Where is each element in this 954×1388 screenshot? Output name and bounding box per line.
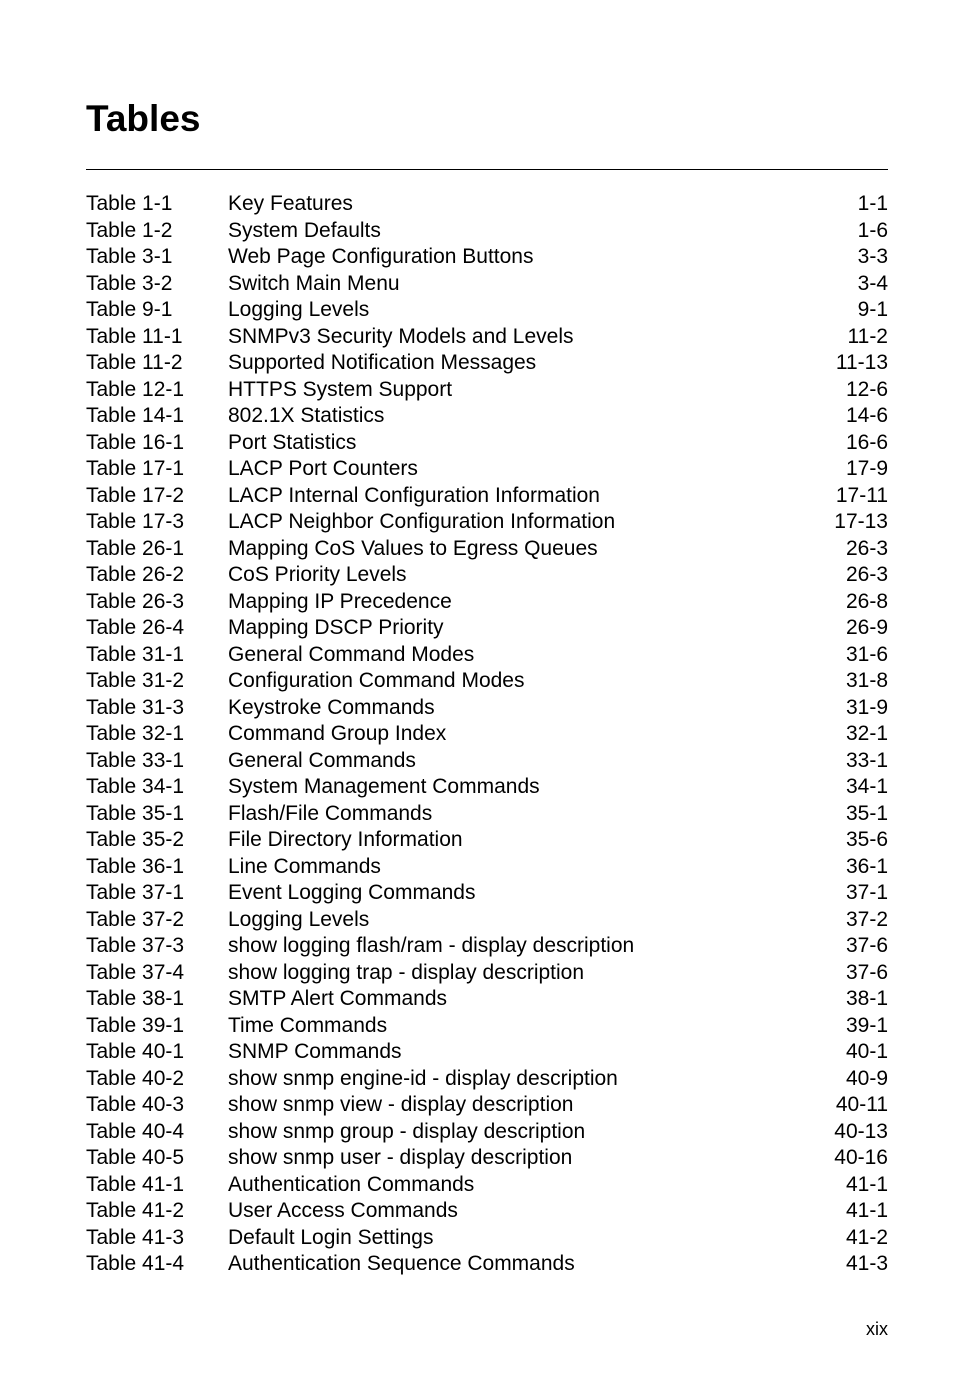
toc-entry-page: 37-6	[845, 960, 888, 984]
toc-entry[interactable]	[86, 933, 888, 960]
toc-entry-caption: 802.1X Statistics	[228, 404, 385, 427]
toc-entry-page: 26-3	[845, 536, 888, 560]
toc-entry-caption: User Access Commands	[228, 1199, 458, 1222]
toc-entry-number: Table 3-2	[86, 271, 173, 295]
toc-entry[interactable]	[86, 589, 888, 616]
toc-entry[interactable]	[86, 642, 888, 669]
toc-entry-caption: Keystroke Commands	[228, 695, 435, 719]
toc-entry-page: 36-1	[845, 854, 888, 878]
toc-entry-caption: Mapping IP Precedence	[228, 589, 452, 613]
toc-entry-caption: show snmp user - display description	[228, 1146, 573, 1169]
toc-entry-page: 31-6	[845, 642, 888, 666]
toc-entry-page: 1-1	[857, 192, 888, 215]
toc-entry[interactable]	[86, 1092, 888, 1119]
toc-entry-number: Table 31-1	[86, 642, 185, 666]
toc-entry-page: 40-13	[834, 1119, 888, 1143]
toc-entry-number: Table 9-1	[86, 298, 173, 321]
toc-entry-page: 33-1	[845, 748, 888, 772]
toc-entry[interactable]	[86, 324, 888, 351]
toc-entry-number: Table 40-2	[86, 1066, 185, 1090]
toc-entry-caption: Switch Main Menu	[228, 271, 400, 295]
toc-entry-number: Table 37-4	[86, 960, 185, 984]
toc-entry[interactable]	[86, 297, 888, 324]
toc-entry-page: 26-3	[845, 563, 888, 586]
toc-entry-page: 12-6	[845, 377, 888, 401]
toc-entry-page: 37-1	[845, 881, 888, 904]
toc-entry-page: 26-8	[845, 589, 888, 613]
toc-entry[interactable]	[86, 430, 888, 457]
toc-entry-caption: SNMPv3 Security Models and Levels	[228, 324, 574, 348]
toc-entry[interactable]	[86, 244, 888, 271]
toc-entry-caption: Flash/File Commands	[228, 801, 433, 825]
toc-entry-page: 40-11	[835, 1093, 888, 1116]
toc-entry-number: Table 1-2	[86, 218, 173, 242]
toc-entry-caption: Mapping DSCP Priority	[228, 616, 444, 639]
toc-entry-caption: LACP Internal Configuration Information	[228, 483, 600, 507]
toc-entry[interactable]	[86, 748, 888, 775]
toc-entry-number: Table 37-3	[86, 934, 185, 957]
toc-entry[interactable]	[86, 695, 888, 722]
toc-entry-caption: show logging trap - display description	[228, 960, 585, 984]
toc-entry-caption: Port Statistics	[228, 430, 357, 454]
toc-entry[interactable]	[86, 1225, 888, 1252]
toc-entry-page: 3-3	[857, 245, 888, 268]
toc-entry-caption: Supported Notification Messages	[228, 351, 537, 374]
toc-entry[interactable]	[86, 721, 888, 748]
toc-entry-caption: Web Page Configuration Buttons	[228, 245, 534, 268]
toc-entry-page: 31-8	[845, 669, 888, 692]
toc-entry-number: Table 31-3	[86, 695, 185, 719]
toc-entry-page: 35-1	[845, 801, 888, 825]
toc-entry[interactable]	[86, 1119, 888, 1146]
toc-entry[interactable]	[86, 827, 888, 854]
toc-entry-caption: show snmp group - display description	[228, 1119, 586, 1143]
toc-entry[interactable]	[86, 1039, 888, 1066]
toc-entry-page: 3-4	[857, 271, 888, 295]
toc-entry-number: Table 32-1	[86, 722, 185, 745]
toc-entry-number: Table 40-3	[86, 1093, 185, 1116]
toc-entry[interactable]	[86, 456, 888, 483]
toc-entry[interactable]	[86, 1145, 888, 1172]
toc-entry-page: 17-13	[834, 510, 888, 533]
toc-entry[interactable]	[86, 1172, 888, 1199]
toc-entry[interactable]	[86, 536, 888, 563]
toc-entry-number: Table 41-2	[86, 1199, 185, 1222]
toc-entry[interactable]	[86, 960, 888, 987]
toc-entry-caption: SMTP Alert Commands	[228, 987, 448, 1010]
toc-entry[interactable]	[86, 377, 888, 404]
table-of-tables-list	[86, 191, 888, 1278]
toc-entry-page: 41-1	[845, 1199, 888, 1222]
toc-entry-page: 17-9	[845, 457, 888, 480]
toc-entry-number: Table 40-4	[86, 1119, 185, 1143]
toc-entry-caption: Default Login Settings	[228, 1225, 434, 1249]
toc-entry-number: Table 14-1	[86, 404, 185, 427]
toc-entry-number: Table 35-2	[86, 828, 185, 851]
toc-entry-page: 9-1	[857, 298, 888, 321]
toc-entry[interactable]	[86, 854, 888, 881]
toc-entry-caption: System Management Commands	[228, 775, 540, 798]
toc-entry-caption: General Commands	[228, 748, 416, 772]
toc-entry-number: Table 12-1	[86, 377, 185, 401]
toc-entry-caption: Authentication Sequence Commands	[228, 1252, 575, 1275]
toc-entry-number: Table 17-2	[86, 483, 185, 507]
toc-entry-number: Table 38-1	[86, 987, 185, 1010]
toc-entry-caption: General Command Modes	[228, 642, 475, 666]
toc-entry-number: Table 11-1	[86, 324, 183, 348]
toc-entry-caption: show logging flash/ram - display description	[228, 934, 635, 957]
toc-entry-caption: CoS Priority Levels	[228, 563, 407, 586]
toc-entry-page: 34-1	[845, 775, 888, 798]
toc-entry-caption: show snmp view - display description	[228, 1093, 574, 1116]
toc-entry-caption: LACP Neighbor Configuration Information	[228, 510, 616, 533]
toc-entry-page: 26-9	[845, 616, 888, 639]
toc-entry[interactable]	[86, 668, 888, 695]
toc-entry-caption: Configuration Command Modes	[228, 669, 525, 692]
toc-entry-caption: LACP Port Counters	[228, 457, 418, 480]
toc-entry[interactable]	[86, 801, 888, 828]
toc-entry-number: Table 40-1	[86, 1040, 185, 1063]
toc-entry-number: Table 39-1	[86, 1013, 185, 1037]
toc-entry-page: 16-6	[845, 430, 888, 454]
toc-entry-caption: Command Group Index	[228, 722, 447, 745]
toc-entry-page: 38-1	[845, 987, 888, 1010]
toc-entry[interactable]	[86, 218, 888, 245]
toc-entry-page: 41-3	[845, 1252, 888, 1275]
toc-entry[interactable]	[86, 1013, 888, 1040]
toc-entry-number: Table 31-2	[86, 669, 185, 692]
toc-entry-page: 1-6	[857, 218, 888, 242]
toc-entry-number: Table 41-3	[86, 1225, 185, 1249]
toc-entry-caption: Logging Levels	[228, 298, 370, 321]
title-divider	[86, 169, 888, 170]
toc-entry-page: 17-11	[835, 483, 888, 507]
toc-entry[interactable]	[86, 483, 888, 510]
toc-entry-number: Table 35-1	[86, 801, 185, 825]
toc-entry-number: Table 40-5	[86, 1146, 185, 1169]
toc-entry-caption: SNMP Commands	[228, 1040, 402, 1063]
page-number: xix	[866, 1319, 888, 1339]
toc-entry[interactable]	[86, 1066, 888, 1093]
toc-entry-number: Table 26-1	[86, 536, 185, 560]
toc-entry-number: Table 26-3	[86, 589, 185, 613]
toc-entry-page: 32-1	[845, 722, 888, 745]
toc-entry[interactable]	[86, 562, 888, 589]
toc-entry-page: 39-1	[845, 1013, 888, 1037]
toc-entry[interactable]	[86, 880, 888, 907]
toc-entry[interactable]	[86, 774, 888, 801]
toc-entry[interactable]	[86, 1198, 888, 1225]
toc-entry-number: Table 17-3	[86, 510, 185, 533]
toc-entry-caption: show snmp engine-id - display description	[228, 1066, 618, 1090]
toc-entry-number: Table 36-1	[86, 854, 185, 878]
toc-entry-caption: Event Logging Commands	[228, 881, 476, 904]
toc-entry-caption: Line Commands	[228, 854, 381, 878]
toc-entry-page: 40-9	[845, 1066, 888, 1090]
toc-entry-page: 11-2	[847, 324, 888, 348]
toc-entry[interactable]	[86, 1251, 888, 1278]
toc-entry[interactable]	[86, 509, 888, 536]
toc-entry-page: 40-1	[845, 1040, 888, 1063]
toc-entry-page: 41-1	[845, 1172, 888, 1196]
toc-entry-page: 37-2	[845, 907, 888, 931]
toc-entry-page: 41-2	[845, 1225, 888, 1249]
toc-entry[interactable]	[86, 271, 888, 298]
toc-entry-caption: Mapping CoS Values to Egress Queues	[228, 536, 598, 560]
toc-entry-number: Table 37-2	[86, 907, 185, 931]
toc-entry[interactable]	[86, 986, 888, 1013]
toc-entry-number: Table 34-1	[86, 775, 185, 798]
toc-entry-caption: Time Commands	[228, 1013, 388, 1037]
toc-entry-page: 37-6	[845, 934, 888, 957]
toc-entry[interactable]	[86, 191, 888, 218]
toc-entry-page: 35-6	[845, 828, 888, 851]
toc-entry-number: Table 33-1	[86, 748, 185, 772]
toc-entry-number: Table 41-4	[86, 1252, 185, 1275]
toc-entry-caption: HTTPS System Support	[228, 377, 453, 401]
toc-entry-caption: System Defaults	[228, 218, 381, 242]
toc-entry-number: Table 41-1	[86, 1172, 185, 1196]
toc-entry[interactable]	[86, 350, 888, 377]
toc-entry-caption: Key Features	[228, 192, 353, 215]
toc-entry-number: Table 1-1	[86, 192, 173, 215]
toc-entry[interactable]	[86, 403, 888, 430]
toc-entry-caption: Authentication Commands	[228, 1172, 475, 1196]
toc-entry-number: Table 17-1	[86, 457, 185, 480]
toc-entry-caption: Logging Levels	[228, 907, 370, 931]
toc-entry[interactable]	[86, 615, 888, 642]
toc-entry-page: 31-9	[845, 695, 888, 719]
toc-entry-number: Table 26-2	[86, 563, 185, 586]
toc-entry-page: 11-13	[835, 351, 888, 374]
toc-entry[interactable]	[86, 907, 888, 934]
toc-entry-number: Table 11-2	[86, 351, 183, 374]
toc-entry-number: Table 16-1	[86, 430, 185, 454]
toc-entry-number: Table 3-1	[86, 245, 173, 268]
toc-entry-number: Table 37-1	[86, 881, 185, 904]
toc-entry-page: 40-16	[834, 1146, 888, 1169]
toc-entry-number: Table 26-4	[86, 616, 185, 639]
toc-entry-caption: File Directory Information	[228, 828, 463, 851]
toc-entry-page: 14-6	[845, 404, 888, 427]
page-title: Tables	[86, 98, 201, 139]
